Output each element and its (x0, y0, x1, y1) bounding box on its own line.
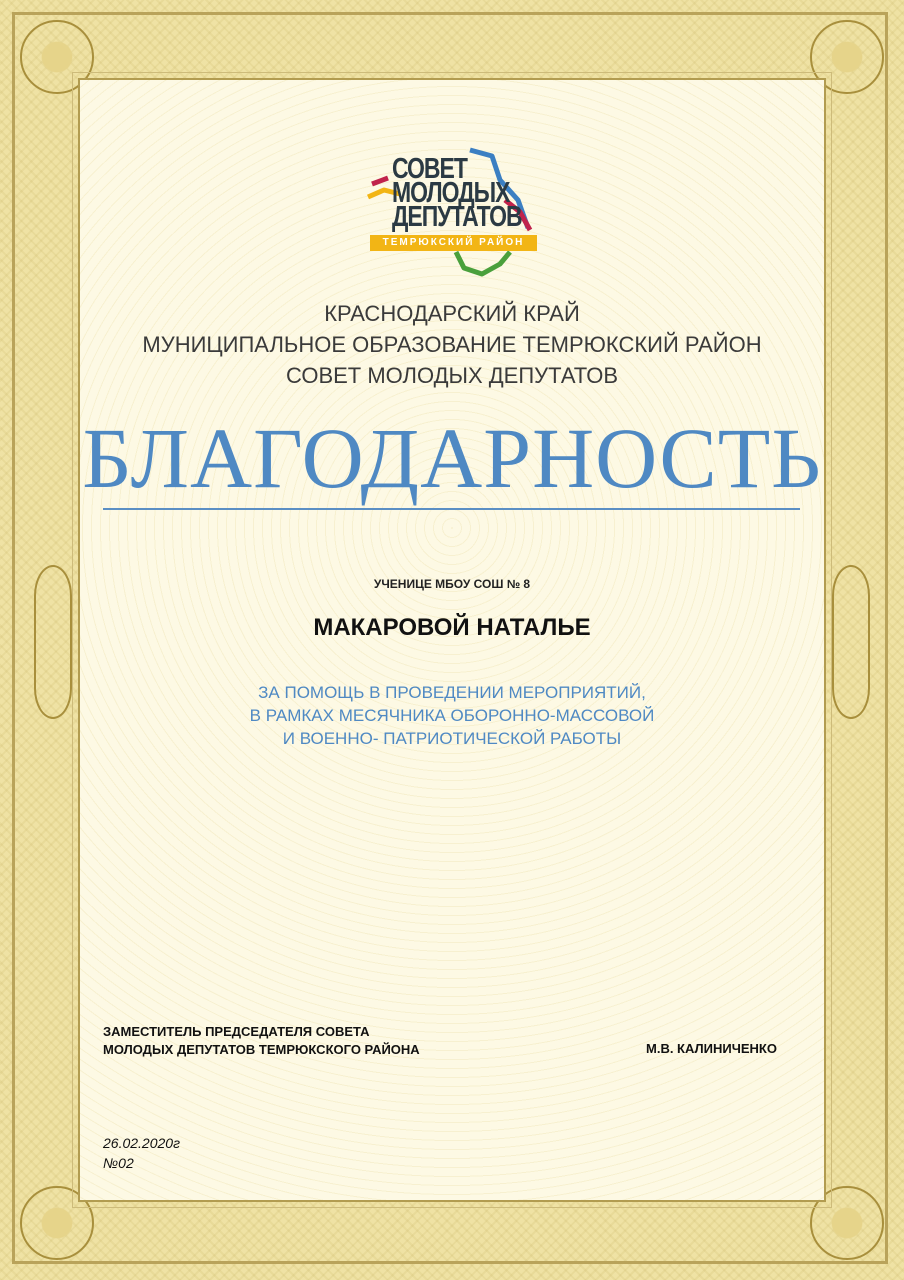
document-number: №02 (103, 1155, 134, 1171)
logo-text-line: СОВЕТ (392, 151, 467, 184)
award-reason (0, 681, 904, 750)
header-line: МУНИЦИПАЛЬНОЕ ОБРАЗОВАНИЕ ТЕМРЮКСКИЙ РАЙОН (142, 332, 762, 357)
logo-banner: ТЕМРЮКСКИЙ РАЙОН (370, 235, 537, 251)
logo-text-line: ДЕПУТАТОВ (392, 199, 522, 232)
logo-text-line: МОЛОДЫХ (392, 175, 510, 208)
council-logo (360, 142, 550, 282)
document-title: БЛАГОДАРНОСТЬ (82, 410, 822, 506)
header-line: СОВЕТ МОЛОДЫХ ДЕПУТАТОВ (285, 363, 619, 388)
position-line: ЗАМЕСТИТЕЛЬ ПРЕДСЕДАТЕЛЯ СОВЕТА (103, 1024, 370, 1039)
signatory-name: М.В. КАЛИНИЧЕНКО (646, 1041, 777, 1056)
issue-date: 26.02.2020г (103, 1135, 180, 1151)
recipient-name: МАКАРОВОЙ НАТАЛЬЕ (313, 614, 591, 641)
document-footer (103, 1133, 180, 1173)
reason-line: В РАМКАХ МЕСЯЧНИКА ОБОРОННО-МАССОВОЙ (249, 706, 655, 725)
position-line: МОЛОДЫХ ДЕПУТАТОВ ТЕМРЮКСКОГО РАЙОНА (103, 1042, 420, 1057)
header-line: КРАСНОДАРСКИЙ КРАЙ (324, 301, 580, 326)
reason-line: ЗА ПОМОЩЬ В ПРОВЕДЕНИИ МЕРОПРИЯТИЙ, (258, 683, 646, 702)
organization-header (0, 298, 904, 391)
recipient-description: УЧЕНИЦЕ МБОУ СОШ № 8 (373, 577, 531, 591)
signatory-position (103, 1023, 420, 1059)
title-divider (103, 508, 800, 510)
reason-line: И ВОЕННО- ПАТРИОТИЧЕСКОЙ РАБОТЫ (282, 729, 622, 748)
